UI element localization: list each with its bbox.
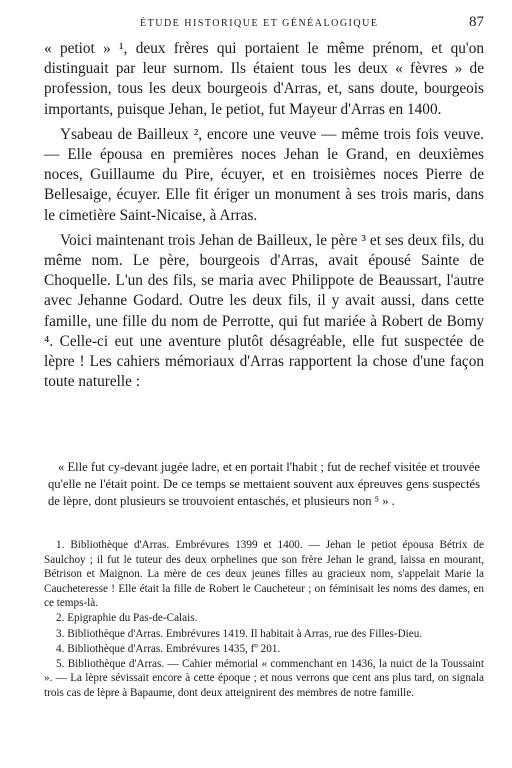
paragraph: Voici maintenant trois Jehan de Bailleux, le père ³ et ses deux fils, du même nom. Le père, bourgeois d'Arras, avait épousé Sainte de Choquelle. L'un des fils, se maria avec Philippote de Beaussart, l'autre avec Jehanne Godard. Outre les deux fils, il y avait aussi, dans cette famille, une fille du nom de Perrotte, qui fut mariée à Robert de Bomy ⁴. Celle-ci eut une aventure plutôt désagréable, elle fut suspectée de lèpre ! Les cahiers mémoriaux d'Arras rapportent la chose d'une façon toute naturelle : [44, 231, 484, 391]
page-number: 87 [469, 14, 484, 30]
footnote: 1. Bibliothèque d'Arras. Embrévures 1399 et 1400. — Jehan le petiot épousa Bétrix de Saulchoy ; il fut le tuteur des deux orphelines que son frère Jehan le grand, laissa en mourant, Bétrison et Maignon. La mère de ces deux jeunes filles au gracieux nom, s'appelait Marie la Caucheteresse ! Elle était la fille de Robert le Caucheteur ; on féminisait les noms des dames, en ce temps-là. [44, 539, 484, 610]
footnote: 3. Bibliothèque d'Arras. Embrévures 1419. Il habitait à Arras, rue des Filles-Dieu. [56, 627, 423, 640]
footnotes [44, 538, 484, 701]
page-header [44, 14, 484, 34]
footnote: 4. Bibliothèque d'Arras. Embrévures 1435, fº 201. [56, 642, 281, 655]
paragraph: « petiot » ¹, deux frères qui portaient le même prénom, et qu'on distinguait par leur surnom. Ils étaient tous les deux « fèvres » de profession, tous les deux bourgeois d'Arras, et, sans doute, bourgeois importants, puisque Jehan, le petiot, fut Mayeur d'Arras en 1400. [44, 40, 484, 118]
body-text [44, 39, 484, 392]
footnote: 2. Epigraphie du Pas-de-Calais. [56, 612, 198, 625]
footnote: 5. Bibliothèque d'Arras. — Cahier mémorial « commenchant en 1436, la nuict de la Toussaint ». — La lèpre sévissait encore à cette époque ; et nous verrons que cent ans plus tard, on signala trois cas de lèpre à Bapaume, dont deux atteignirent des membres de notre famille. [44, 657, 484, 699]
quote-text: « Elle fut cy-devant jugée ladre, et en portait l'habit ; fut de rechef visitée et trouvée qu'elle ne l'était point. De ce temps se mettaient souvent aux épreuves gens suspectés de lèpre, dont plusieurs se trouvoient entaschés, et plusieurs non ⁵ » . [48, 460, 480, 508]
running-title: ÉTUDE HISTORIQUE ET GÉNÉALOGIQUE [140, 18, 379, 29]
paragraph: Ysabeau de Bailleux ², encore une veuve — même trois fois veuve. — Elle épousa en premières noces Jehan le Grand, en deuxièmes noces, Guillaume du Pire, écuyer, et en troisièmes noces Pierre de Bellesaige, écuyer. Elle fit ériger un monument à ses trois maris, dans le cimetière Saint-Nicaise, à Arras. [44, 125, 484, 224]
block-quote [48, 459, 480, 510]
